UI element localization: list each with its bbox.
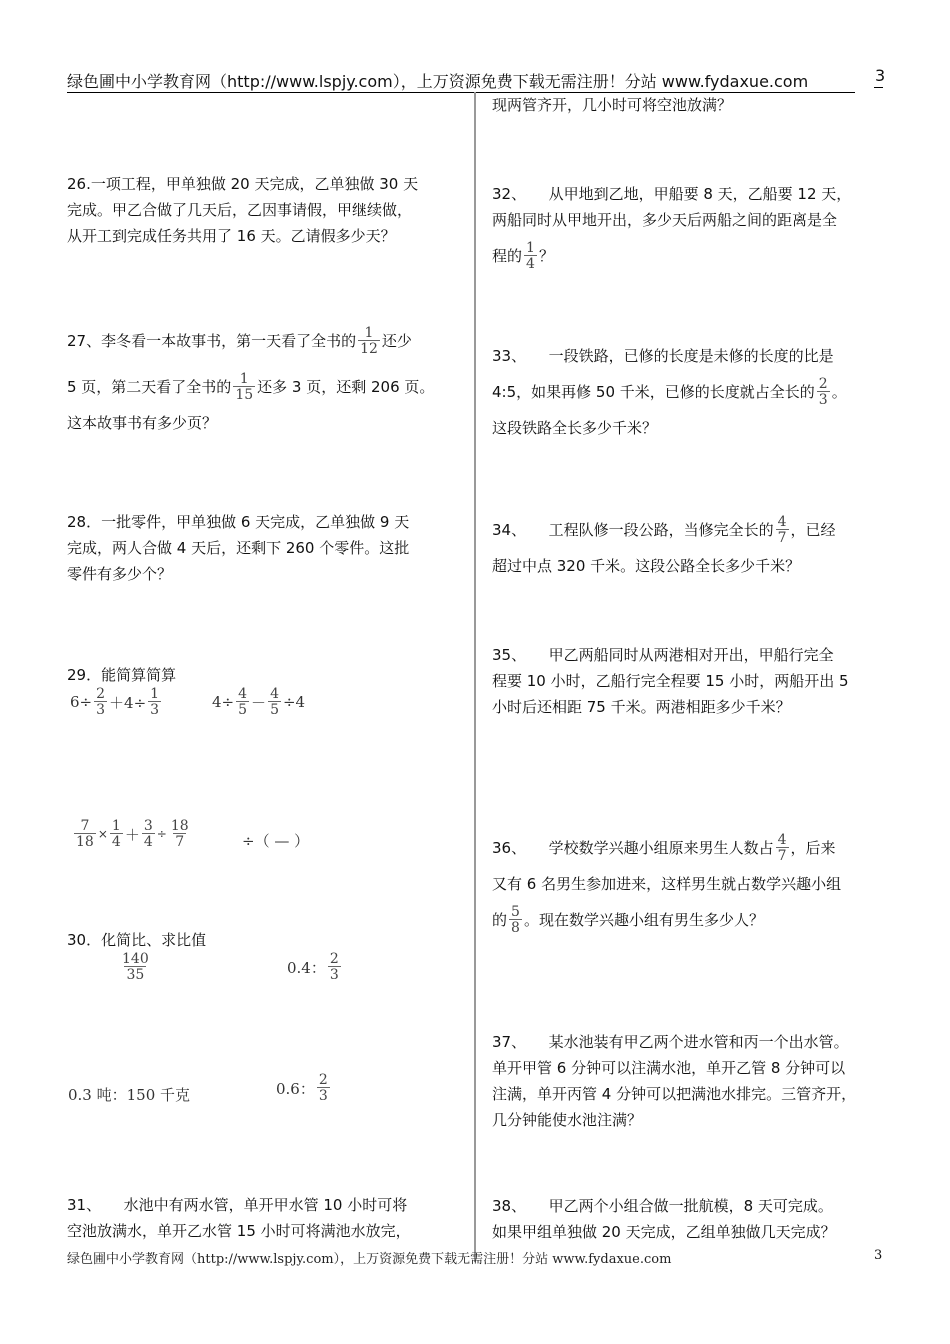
header-page-number: 3 bbox=[875, 66, 886, 85]
q34-fraction-4-7 bbox=[776, 515, 789, 545]
expr-text: ＋ bbox=[124, 825, 140, 844]
question-30-title: 30．化简比、求比值 bbox=[67, 931, 207, 949]
fraction bbox=[142, 819, 155, 849]
frac-denominator: 7 bbox=[777, 848, 787, 864]
q36-line3-text-b: 。现在数学兴趣小组有男生多少人？ bbox=[523, 911, 764, 929]
fraction bbox=[94, 687, 107, 717]
frac-numerator: 1 bbox=[111, 818, 121, 834]
q34-line1 bbox=[492, 507, 892, 553]
question-36 bbox=[492, 825, 892, 943]
q26-line3: 从开工到完成任务共用了 16 天。乙请假多少天？ bbox=[67, 227, 396, 245]
q34-line1-text-a: 34、 工程队修一段公路，当修完全长的 bbox=[492, 521, 774, 539]
q33-line1: 33、 一段铁路，已修的长度是未修的长度的比是 bbox=[492, 347, 834, 365]
page-footer: 绿色圃中小学教育网（http://www.lspjy.com），上万资源免费下载无需注册！分站 www.fydaxue.com bbox=[67, 1252, 672, 1267]
page-header: 绿色圃中小学教育网（http://www.lspjy.com），上万资源免费下载无需注册！分站 www.fydaxue.com bbox=[67, 72, 809, 91]
q27-line2-text-b: 还多 3 页，还剩 206 页。 bbox=[257, 378, 435, 396]
question-31-continued: 现两管齐开，几小时可将空池放满？ bbox=[492, 96, 733, 114]
expr-text: ＋4÷ bbox=[109, 693, 147, 712]
q29-expression-1 bbox=[70, 687, 163, 717]
frac-denominator: 7 bbox=[175, 834, 185, 850]
q33-line3: 这段铁路全长多少千米？ bbox=[492, 419, 658, 437]
frac-denominator: 3 bbox=[96, 702, 106, 718]
q30-expression-2 bbox=[287, 952, 343, 982]
q31-line1: 31、 水池中有两水管，单开甲水管 10 小时可将 bbox=[67, 1196, 408, 1214]
q34-line2: 超过中点 320 千米。这段公路全长多少千米？ bbox=[492, 557, 801, 575]
frac-denominator: 12 bbox=[360, 341, 378, 357]
q27-line1 bbox=[67, 318, 467, 364]
frac-denominator: 4 bbox=[111, 834, 121, 850]
column-divider bbox=[474, 92, 476, 1262]
expr-text: 6÷ bbox=[70, 693, 93, 711]
frac-numerator: 18 bbox=[170, 818, 189, 834]
frac-numerator: 4 bbox=[270, 686, 279, 702]
q32-line3-text-a: 程的 bbox=[492, 247, 523, 265]
frac-numerator: 1 bbox=[239, 371, 249, 387]
q33-fraction-2-3 bbox=[817, 377, 830, 407]
q30-expression-4 bbox=[276, 1073, 332, 1103]
expr-text: ÷4 bbox=[282, 693, 306, 711]
q32-line3 bbox=[492, 233, 892, 279]
q36-line3-text-a: 的 bbox=[492, 911, 508, 929]
q34-line1-text-b: ，已经 bbox=[790, 521, 836, 539]
q35-line2: 程要 10 小时，乙船行完全程要 15 小时，两船开出 5 bbox=[492, 672, 849, 690]
frac-numerator: 2 bbox=[96, 686, 106, 702]
frac-denominator: 5 bbox=[238, 702, 248, 718]
frac-numerator: 140 bbox=[122, 951, 149, 967]
frac-denominator: 4 bbox=[143, 834, 153, 850]
question-33 bbox=[492, 343, 892, 441]
q32-fraction-1-4 bbox=[524, 241, 537, 271]
question-27 bbox=[67, 318, 467, 436]
q27-line1-text-b: 还少 bbox=[381, 332, 412, 350]
q36-fraction-4-7 bbox=[776, 833, 789, 863]
frac-numerator: 1 bbox=[150, 686, 160, 702]
frac-denominator: 35 bbox=[126, 967, 145, 983]
q38-line2: 如果甲组单独做 20 天完成，乙组单独做几天完成？ bbox=[492, 1223, 836, 1241]
question-34 bbox=[492, 507, 892, 579]
q29-expression-2 bbox=[212, 687, 305, 717]
frac-numerator: 5 bbox=[511, 904, 520, 920]
question-31 bbox=[67, 1192, 467, 1244]
frac-numerator: 4 bbox=[777, 514, 787, 530]
q37-line3: 注满，单开丙管 4 分钟可以把满池水排完。三管齐开， bbox=[492, 1085, 857, 1103]
expr-text: × bbox=[97, 827, 108, 841]
frac-denominator: 4 bbox=[526, 256, 535, 272]
frac-numerator: 2 bbox=[329, 951, 339, 967]
fraction bbox=[328, 952, 341, 982]
frac-numerator: 7 bbox=[80, 818, 90, 834]
frac-denominator: 7 bbox=[777, 530, 787, 546]
frac-numerator: 1 bbox=[526, 240, 535, 256]
q32-line3-text-b: ？ bbox=[538, 247, 554, 265]
expr-text: 0.6： bbox=[276, 1079, 315, 1098]
header-page-number-underline bbox=[874, 87, 883, 88]
fraction bbox=[74, 819, 96, 849]
q37-line1: 37、 某水池装有甲乙两个进水管和丙一个出水管。 bbox=[492, 1033, 849, 1051]
q28-line3: 零件有多少个？ bbox=[67, 565, 173, 583]
fraction bbox=[268, 687, 281, 717]
frac-numerator: 2 bbox=[818, 376, 828, 392]
q38-line1: 38、 甲乙两个小组合做一批航模，8 天可完成。 bbox=[492, 1197, 833, 1215]
question-26 bbox=[67, 171, 467, 249]
q35-line3: 小时后还相距 75 千米。两港相距多少千米？ bbox=[492, 698, 791, 716]
expr-text: － bbox=[251, 693, 267, 712]
fraction bbox=[148, 687, 161, 717]
frac-denominator: 3 bbox=[150, 702, 160, 718]
expr-text: 4÷ bbox=[212, 693, 235, 711]
frac-denominator: 8 bbox=[511, 920, 520, 936]
question-28 bbox=[67, 509, 467, 587]
footer-page-number: 3 bbox=[874, 1248, 883, 1263]
q29-expression-3 bbox=[72, 819, 193, 849]
q27-line3: 这本故事书有多少页？ bbox=[67, 414, 218, 432]
q36-line1 bbox=[492, 825, 892, 871]
expr-text: ÷ bbox=[156, 827, 167, 841]
q28-line1: 28．一批零件，甲单独做 6 天完成，乙单独做 9 天 bbox=[67, 513, 410, 531]
q33-line2-text-a: 4:5，如果再修 50 千米，已修的长度就占全长的 bbox=[492, 383, 815, 401]
q31-line2: 空池放满水，单开乙水管 15 小时可将满池水放完， bbox=[67, 1222, 411, 1240]
q26-line2: 完成。甲乙合做了几天后，乙因事请假，甲继续做， bbox=[67, 201, 413, 219]
question-37 bbox=[492, 1029, 892, 1133]
q26-line1: 26.一项工程，甲单独做 20 天完成，乙单独做 30 天 bbox=[67, 175, 419, 193]
fraction bbox=[110, 819, 123, 849]
frac-denominator: 18 bbox=[76, 834, 94, 850]
q30-expression-1 bbox=[118, 952, 153, 982]
question-38 bbox=[492, 1193, 892, 1245]
frac-denominator: 15 bbox=[235, 387, 254, 403]
q27-fraction-1-15 bbox=[233, 372, 255, 402]
frac-denominator: 5 bbox=[270, 702, 279, 718]
fraction bbox=[169, 819, 191, 849]
frac-denominator: 3 bbox=[329, 967, 339, 983]
question-32 bbox=[492, 181, 892, 279]
q36-line3 bbox=[492, 897, 892, 943]
q33-line2 bbox=[492, 369, 892, 415]
q37-line2: 单开甲管 6 分钟可以注满水池，单开乙管 8 分钟可以 bbox=[492, 1059, 846, 1077]
fraction bbox=[317, 1073, 330, 1103]
q35-line1: 35、 甲乙两船同时从两港相对开出，甲船行完全 bbox=[492, 646, 834, 664]
q29-expression-4: ÷（ — ） bbox=[242, 832, 310, 850]
frac-numerator: 4 bbox=[777, 832, 787, 848]
frac-denominator: 3 bbox=[818, 392, 828, 408]
q37-line4: 几分钟能使水池注满？ bbox=[492, 1111, 643, 1129]
q36-fraction-5-8 bbox=[509, 905, 522, 935]
frac-numerator: 4 bbox=[238, 686, 248, 702]
q32-line2: 两船同时从甲地开出，多少天后两船之间的距离是全 bbox=[492, 211, 838, 229]
q36-line1-text-b: ，后来 bbox=[790, 839, 836, 857]
q36-line2: 又有 6 名男生参加进来，这样男生就占数学兴趣小组 bbox=[492, 875, 842, 893]
q32-line1: 32、 从甲地到乙地，甲船要 8 天，乙船要 12 天， bbox=[492, 185, 852, 203]
q27-line1-text-a: 27、李冬看一本故事书，第一天看了全书的 bbox=[67, 332, 357, 350]
question-29-title: 29．能简算简算 bbox=[67, 666, 177, 684]
q30-expression-3: 0.3 吨：150 千克 bbox=[68, 1086, 191, 1104]
frac-numerator: 3 bbox=[143, 818, 153, 834]
q33-line2-text-b: 。 bbox=[831, 383, 847, 401]
q27-fraction-1-12 bbox=[358, 326, 380, 356]
fraction bbox=[120, 952, 151, 982]
q28-line2: 完成，两人合做 4 天后，还剩下 260 个零件。这批 bbox=[67, 539, 410, 557]
expr-text: 0.4： bbox=[287, 958, 326, 977]
frac-denominator: 3 bbox=[318, 1088, 328, 1104]
frac-numerator: 2 bbox=[318, 1072, 328, 1088]
q27-line2 bbox=[67, 364, 467, 410]
fraction bbox=[236, 687, 249, 717]
q27-line2-text-a: 5 页，第二天看了全书的 bbox=[67, 378, 232, 396]
question-35 bbox=[492, 642, 892, 720]
frac-numerator: 1 bbox=[364, 325, 374, 341]
q36-line1-text-a: 36、 学校数学兴趣小组原来男生人数占 bbox=[492, 839, 774, 857]
